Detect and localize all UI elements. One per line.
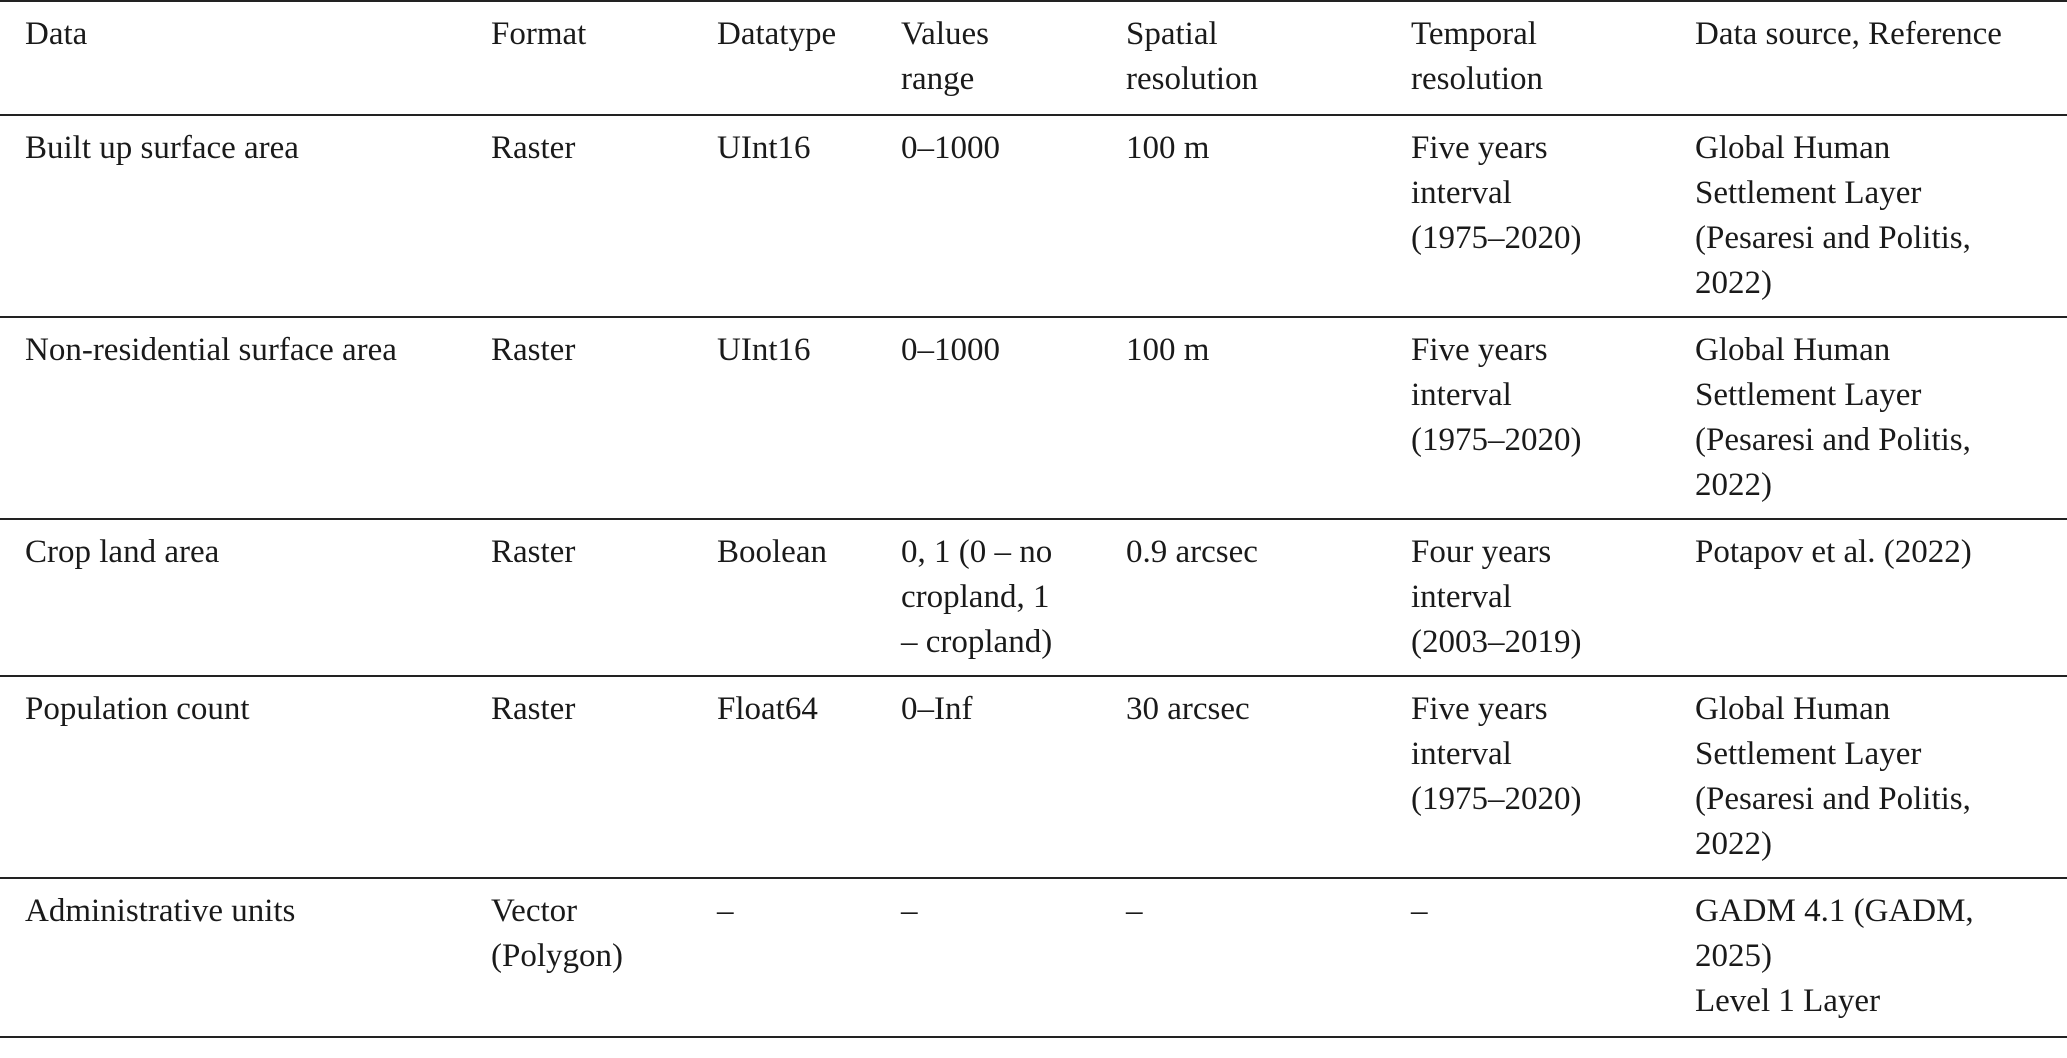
cell-temporal-resolution: Five years interval (1975–2020) bbox=[1411, 332, 1582, 458]
cell-spatial-resolution: 100 m bbox=[1126, 332, 1210, 368]
cell-data: Non-residential surface area bbox=[25, 332, 397, 368]
cell-format: Raster bbox=[491, 130, 576, 166]
cell-temporal-resolution: Five years interval (1975–2020) bbox=[1411, 691, 1582, 817]
cell-values-range: 0–Inf bbox=[901, 691, 973, 727]
cell-data-source: GADM 4.1 (GADM, 2025) Level 1 Layer bbox=[1695, 893, 1974, 1019]
cell-values-range: 0–1000 bbox=[901, 332, 1000, 368]
header-data: Data bbox=[25, 16, 88, 52]
cell-spatial-resolution: 30 arcsec bbox=[1126, 691, 1250, 727]
cell-data-source: Global Human Settlement Layer (Pesaresi and Politis, 2022) bbox=[1695, 691, 1971, 862]
cell-format: Vector (Polygon) bbox=[491, 893, 623, 974]
cell-datatype: – bbox=[717, 893, 734, 929]
cell-data: Administrative units bbox=[25, 893, 296, 929]
cell-format: Raster bbox=[491, 534, 576, 570]
cell-spatial-resolution: – bbox=[1126, 893, 1143, 929]
table-row bbox=[0, 878, 2067, 1037]
cell-values-range: 0–1000 bbox=[901, 130, 1000, 166]
table-row bbox=[0, 317, 2067, 519]
cell-spatial-resolution: 100 m bbox=[1126, 130, 1210, 166]
header-values-range: Values range bbox=[901, 16, 989, 97]
cell-format: Raster bbox=[491, 691, 576, 727]
cell-datatype: UInt16 bbox=[717, 332, 811, 368]
cell-temporal-resolution: Five years interval (1975–2020) bbox=[1411, 130, 1582, 256]
cell-spatial-resolution: 0.9 arcsec bbox=[1126, 534, 1258, 570]
cell-datatype: Float64 bbox=[717, 691, 818, 727]
header-datatype: Datatype bbox=[717, 16, 837, 52]
cell-datatype: UInt16 bbox=[717, 130, 811, 166]
cell-data: Built up surface area bbox=[25, 130, 299, 166]
cell-data: Population count bbox=[25, 691, 250, 727]
header-spatial-resolution: Spatial resolution bbox=[1126, 16, 1258, 97]
table-row bbox=[0, 115, 2067, 317]
cell-datatype: Boolean bbox=[717, 534, 827, 570]
table-row bbox=[0, 676, 2067, 878]
cell-data-source: Global Human Settlement Layer (Pesaresi and Politis, 2022) bbox=[1695, 130, 1971, 301]
cell-format: Raster bbox=[491, 332, 576, 368]
cell-temporal-resolution: Four years interval (2003–2019) bbox=[1411, 534, 1582, 660]
header-row bbox=[0, 1, 2067, 115]
cell-temporal-resolution: – bbox=[1411, 893, 1428, 929]
cell-data-source: Global Human Settlement Layer (Pesaresi and Politis, 2022) bbox=[1695, 332, 1971, 503]
table-body bbox=[0, 115, 2067, 1037]
header-temporal-resolution: Temporal resolution bbox=[1411, 16, 1543, 97]
table-row bbox=[0, 519, 2067, 676]
cell-values-range: – bbox=[901, 893, 918, 929]
table-header bbox=[0, 1, 2067, 115]
header-data-source: Data source, Reference bbox=[1695, 16, 2002, 52]
header-format: Format bbox=[491, 16, 587, 52]
cell-data: Crop land area bbox=[25, 534, 220, 570]
cell-data-source: Potapov et al. (2022) bbox=[1695, 534, 1972, 570]
cell-values-range: 0, 1 (0 – no cropland, 1 – cropland) bbox=[901, 534, 1053, 660]
